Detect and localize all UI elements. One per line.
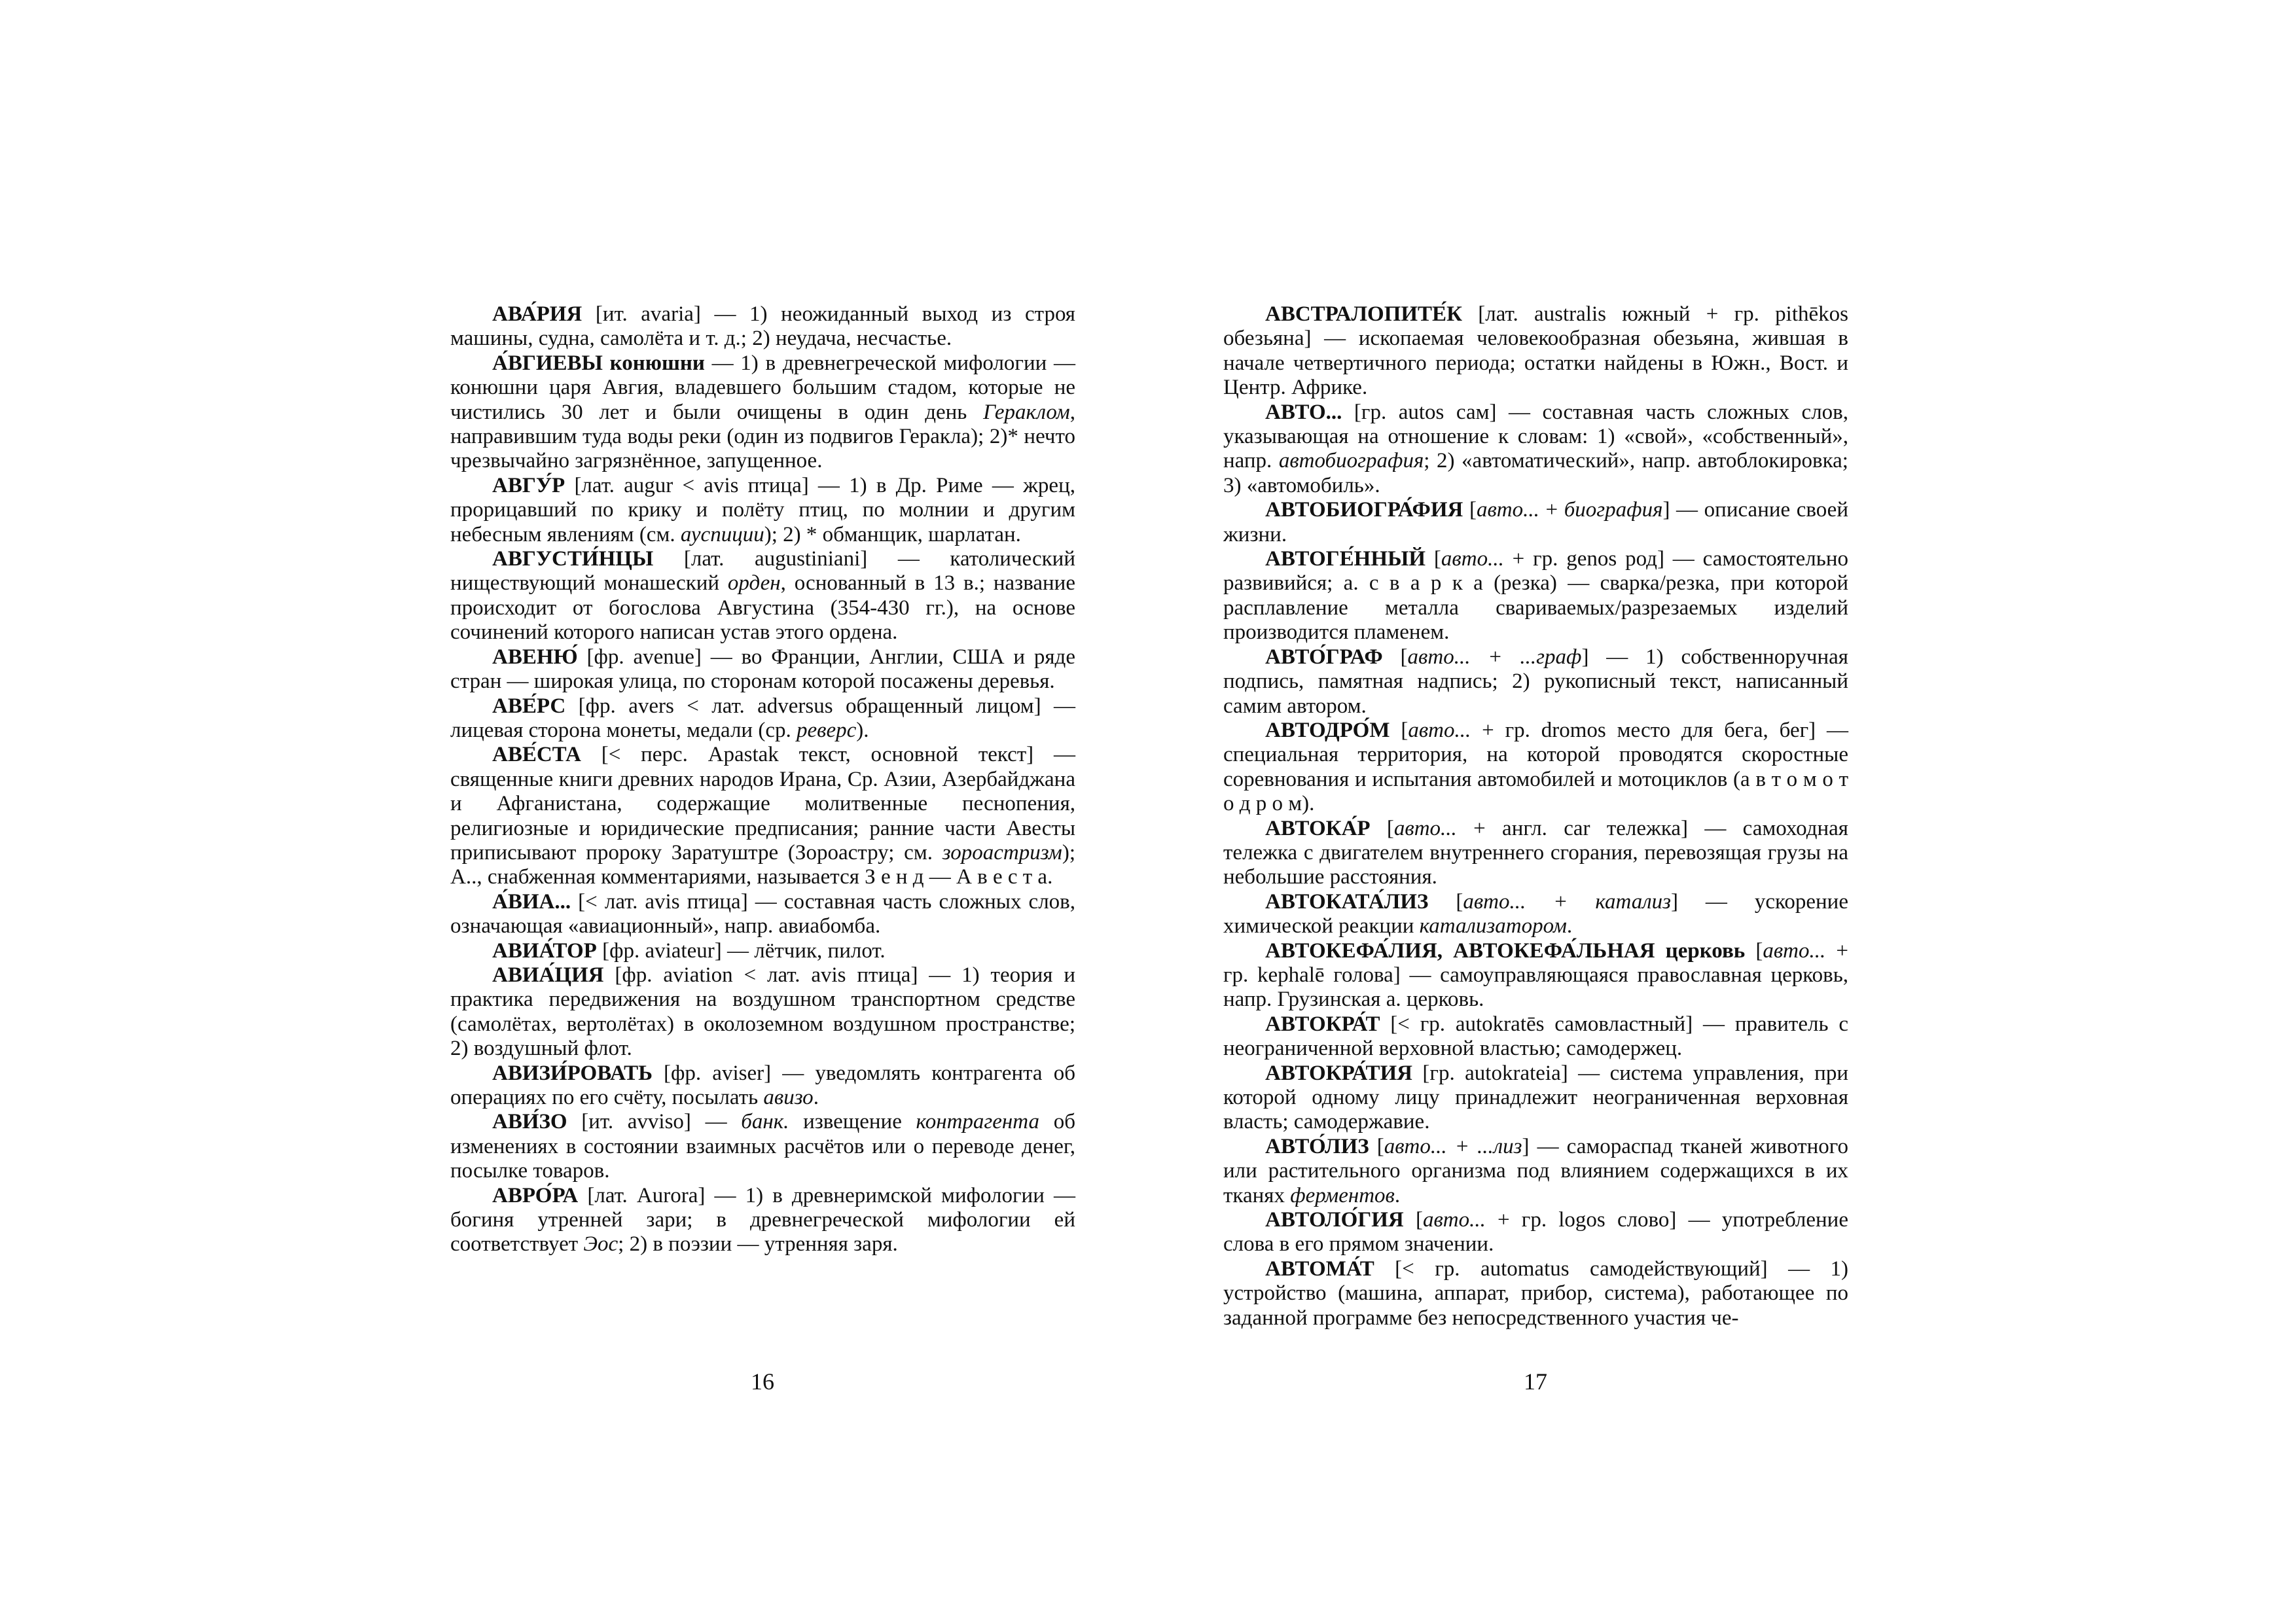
entry-headword: АВЕ́СТА <box>492 743 581 767</box>
entry-text: + гр. logos слово] — употребление слова в его прямом значении. <box>1223 1208 1848 1257</box>
dictionary-entry <box>1223 498 1848 547</box>
entry-italic-text: Эос <box>583 1232 619 1257</box>
entry-text: [ <box>1403 1208 1423 1232</box>
dictionary-entry <box>450 351 1075 474</box>
entry-headword: АВТОКРА́Т <box>1265 1012 1380 1036</box>
entry-italic-text: автобиография <box>1278 449 1424 473</box>
dictionary-entry <box>450 939 1075 963</box>
entry-text: [лат. australis южный + гр. pithēkos обезьяна] — ископаемая человекообразная обезьяна, жившая в начале четвертичного периода; остатки найдены в Южн., Вост. и Центр. Африке. <box>1223 302 1848 400</box>
entry-text: [гр. autokrateia] — система управления, при которой одному лицу принадлежит неограниченная верховная власть; самодержавие. <box>1223 1061 1848 1134</box>
entry-headword: АВЕНЮ́ <box>492 645 578 669</box>
entry-text: . <box>813 1086 819 1109</box>
entry-text: ). <box>856 718 869 742</box>
entry-text: [лат. augustiniani] — католический ниществующий монашеский <box>450 547 1075 596</box>
dictionary-entry <box>450 743 1075 889</box>
dictionary-entry <box>1223 302 1848 401</box>
entry-text: [ <box>1370 816 1394 840</box>
entry-headword: АВТОДРО́М <box>1265 718 1390 742</box>
dictionary-entry <box>450 1061 1075 1111</box>
dictionary-entry <box>450 1184 1075 1257</box>
entry-italic-text: авто... + катализ <box>1463 889 1671 914</box>
entry-text: + гр. genos род] — самостоятельно развивийся; а. с в а р к а (резка) — сварка/резка, при которой расплавление металла свариваемых/разрезаемых изделий производится пламенем. <box>1223 547 1848 645</box>
entry-headword: АВСТРАЛОПИТЕ́К <box>1265 302 1462 326</box>
dictionary-entry <box>1223 1061 1848 1135</box>
entry-italic-text: авто... <box>1476 498 1539 522</box>
entry-italic-text: авизо <box>763 1086 814 1109</box>
entry-italic-text: катализатором <box>1419 914 1567 938</box>
dictionary-entry <box>1223 1257 1848 1330</box>
entry-text: извещение <box>789 1110 916 1134</box>
entry-text: [ <box>1390 718 1408 742</box>
entry-text: [< гр. autokratēs самовластный] — правитель с неограниченной верховной властью; самодержец. <box>1223 1012 1848 1061</box>
entry-text: ); А.., снабженная комментариями, называется З е н д — А в е с т а. <box>450 840 1075 889</box>
entry-text: [< лат. avis птица] — составная часть сложных слов, означающая «авиационный», напр. авиабомба. <box>450 889 1075 938</box>
entry-italic-text: ферментов <box>1290 1183 1395 1207</box>
entry-text: [фр. avenue] — во Франции, Англии, США и ряде стран — широкая улица, по сторонам которой посажены деревья. <box>450 645 1075 694</box>
entry-italic-text: зороастризм <box>942 840 1062 865</box>
dictionary-entry <box>450 547 1075 645</box>
entry-text: [< перс. Apastak текст, основной текст] — священные книги древних народов Ирана, Ср. Азии, Азербайджана и Афганистана, содержащие молитвенные песнопения, религиозные и юридические предписания; ранние части Авесты приписывают пророку Заратуштре (Зороастру; см. <box>450 743 1075 865</box>
entry-text: + гр. dromos место для бега, бег] — специальная территория, на которой проводятся скоростные соревнования и испытания автомобилей и мотоциклов (а в т о м о т о д р о м). <box>1223 718 1848 816</box>
entry-text: [фр. aviateur] — лётчик, пилот. <box>596 938 886 963</box>
entry-text: об изменениях в состоянии взаимных расчётов или о переводе денег, посылке товаров. <box>450 1110 1075 1183</box>
entry-text: [фр. aviser] — уведомлять контрагента об операциях по его счёту, посылать <box>450 1061 1075 1109</box>
dictionary-entry <box>450 963 1075 1061</box>
entry-headword: А́ВГИЕВЫ конюшни <box>492 351 705 375</box>
entry-headword: АВА́РИЯ <box>492 302 583 326</box>
entry-headword: АВТОКА́Р <box>1265 816 1371 840</box>
entry-text: [< гр. automatus самодействующий] — 1) устройство (машина, аппарат, прибор, система), работающее по заданной программе без непосредственного участия че- <box>1223 1257 1848 1330</box>
entry-headword: АВТОБИОГРА́ФИЯ <box>1265 498 1463 522</box>
entry-text: ); 2) * обманщик, шарлатан. <box>764 522 1021 546</box>
entry-italic-text: банк. <box>741 1110 789 1134</box>
dictionary-entry <box>450 890 1075 939</box>
entry-text: [ <box>1426 547 1441 571</box>
entry-italic-text: ауспиции <box>680 522 764 546</box>
entry-headword: АВРО́РА <box>492 1183 579 1207</box>
entry-headword: АВИ́ЗО <box>492 1110 567 1134</box>
dictionary-entry <box>1223 547 1848 645</box>
left-page-text <box>450 302 1075 1257</box>
entry-text: [фр. avers < лат. adversus обращенный лицом] — лицевая сторона монеты, медали (ср. <box>450 694 1075 742</box>
entry-headword: АВТОЛО́ГИЯ <box>1265 1208 1404 1232</box>
entry-italic-text: авто... + ...лиз <box>1384 1134 1522 1158</box>
dictionary-entry <box>450 645 1075 694</box>
entry-headword: АВТОМА́Т <box>1265 1257 1374 1281</box>
entry-headword: АВИЗИ́РОВАТЬ <box>492 1061 653 1085</box>
entry-text: + англ. car тележка] — самоходная тележка с двигателем внутреннего сгорания, перевозящая грузы на небольшие расстояния. <box>1223 816 1848 889</box>
entry-text: — 1) в древнегреческой мифологии — конюшни царя Авгия, владевшего большим стадом, которые не чистились 30 лет и были очищены в один день <box>450 351 1075 424</box>
entry-text: + <box>1539 498 1564 522</box>
dictionary-entry <box>450 1110 1075 1183</box>
entry-italic-text: авто... <box>1422 1208 1486 1232</box>
entry-headword: АВИА́ЦИЯ <box>492 963 604 987</box>
entry-text: , направившим туда воды реки (один из подвигов Геракла); 2)* нечто чрезвычайно загрязнённое, запущенное. <box>450 400 1075 473</box>
entry-italic-text: биография <box>1564 498 1663 522</box>
entry-italic-text: реверс <box>796 718 857 742</box>
entry-italic-text: авто... <box>1393 816 1457 840</box>
entry-italic-text: авто... <box>1763 938 1826 963</box>
entry-text: [лат. augur < avis птица] — 1) в Др. Риме — жрец, прорицавший по крику и полёту птиц, по молнии и другим небесным явлениям (см. <box>450 473 1075 546</box>
entry-text: ; 2) в поэзии — утренняя заря. <box>618 1232 898 1257</box>
entry-text: ] — 1) собственноручная подпись, памятная надпись; 2) рукописный текст, написанный самим автором. <box>1223 645 1848 718</box>
dictionary-entry <box>1223 1012 1848 1061</box>
page-number-right: 17 <box>1524 1368 1547 1395</box>
entry-headword: АВТО́ЛИЗ <box>1265 1134 1369 1158</box>
entry-text: ; 2) «автоматический», напр. автоблокировка; 3) «автомобиль». <box>1223 449 1848 497</box>
entry-headword: АВЕ́РС <box>492 694 566 718</box>
dictionary-entry <box>450 474 1075 547</box>
dictionary-entry <box>1223 939 1848 1012</box>
page-number-left: 16 <box>751 1368 774 1395</box>
entry-italic-text: Гераклом <box>983 400 1070 424</box>
entry-italic-text: авто... + ...граф <box>1407 645 1582 669</box>
entry-text: [ <box>1369 1134 1384 1158</box>
entry-headword: АВГУСТИ́НЦЫ <box>492 547 654 571</box>
entry-italic-text: авто... <box>1441 547 1504 571</box>
entry-text: [лат. Aurora] — 1) в древнеримской мифологии — богиня утренней зари; в древнегреческой мифологии ей соответствует <box>450 1183 1075 1257</box>
dictionary-entry <box>1223 645 1848 719</box>
entry-italic-text: авто... <box>1408 718 1471 742</box>
entry-text: ] — описание своей жизни. <box>1223 498 1848 546</box>
dictionary-entry <box>1223 890 1848 939</box>
dictionary-entry <box>1223 719 1848 817</box>
right-page-text <box>1223 302 1848 1330</box>
entry-italic-text: орден <box>727 571 781 596</box>
entry-text: [ит. avviso] — <box>567 1110 742 1134</box>
dictionary-entry <box>1223 1135 1848 1208</box>
entry-text: . <box>1566 914 1573 938</box>
dictionary-entry <box>450 694 1075 743</box>
entry-italic-text: контрагента <box>916 1110 1040 1134</box>
dictionary-entry <box>1223 817 1848 890</box>
entry-headword: А́ВИА... <box>492 889 571 914</box>
entry-headword: АВТОГЕ́ННЫЙ <box>1265 547 1426 571</box>
entry-text: ] — ускорение химической реакции <box>1223 889 1848 938</box>
entry-headword: АВИА́ТОР <box>492 938 597 963</box>
entry-headword: АВТОКРА́ТИЯ <box>1265 1061 1412 1085</box>
entry-text: [ <box>1745 938 1763 963</box>
entry-text: ] — самораспад тканей животного или растительного организма под влиянием содержащихся в их тканях <box>1223 1134 1848 1207</box>
entry-text: . <box>1394 1183 1401 1207</box>
entry-text: [ит. avaria] — 1) неожиданный выход из строя машины, судна, самолёта и т. д.; 2) неудача, несчастье. <box>450 302 1075 351</box>
dictionary-entry <box>1223 401 1848 499</box>
dictionary-entry <box>450 302 1075 351</box>
entry-text: [ <box>1382 645 1408 669</box>
entry-headword: АВГУ́Р <box>492 473 565 497</box>
dictionary-entry <box>1223 1208 1848 1257</box>
entry-headword: АВТОКЕФА́ЛИЯ, АВТОКЕФА́ЛЬНАЯ церковь <box>1265 938 1746 963</box>
entry-text: [фр. aviation < лат. avis птица] — 1) теория и практика передвижения на воздушном транспортном средстве (самолётах, вертолётах) в околоземном воздушном пространстве; 2) воздушный флот. <box>450 963 1075 1061</box>
entry-text: [ <box>1463 498 1477 522</box>
entry-text: , основанный в 13 в.; название происходит от богослова Августина (354-430 гг.), на основе сочинений которого написан устав этого ордена. <box>450 571 1075 645</box>
entry-headword: АВТО́ГРАФ <box>1265 645 1383 669</box>
entry-text: [гр. autos сам] — составная часть сложных слов, указывающая на отношение к словам: 1) «свой», «собственный», напр. <box>1223 400 1848 473</box>
entry-text: [ <box>1428 889 1463 914</box>
entry-headword: АВТО... <box>1265 400 1342 424</box>
entry-text: + гр. kephalē голова] — самоуправляющаяся православная церковь, напр. Грузинская а. церковь. <box>1223 938 1848 1012</box>
entry-headword: АВТОКАТА́ЛИЗ <box>1265 889 1429 914</box>
